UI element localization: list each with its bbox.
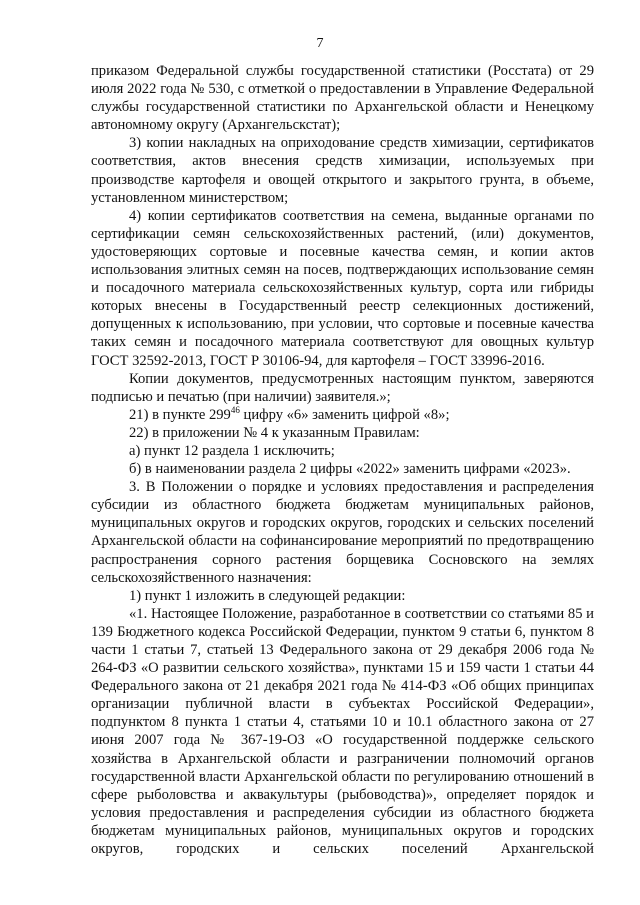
- paragraph-5: [91, 406, 594, 424]
- document-body: [91, 62, 594, 858]
- paragraph-9: 3. В Положении о порядке и условиях предоставления и распределения субсидии из областного бюджета бюджетам муниципальных районов, муниципальных округов и городских округов, городских и сельских поселений Архангельской области на софинансирование мероприятий по предотвращению распространения сорного растения борщевика Сосновского на землях сельскохозяйственного назначения:: [91, 479, 594, 586]
- paragraph-3: 4) копии сертификатов соответствия на семена, выданные органами по сертификации семян сельскохозяйственных растений, (или) документов, удостоверяющих сортовые и посевные качества семян, и копии актов использования элитных семян на посев, подтверждающих использование семян и посадочного материала сельскохозяйственных культур, сорта или гибриды которых внесены в Государственный реестр селекционных достижений, допущенных к использованию, при условии, что сортовые и посевные качества таких семян и посадочного материала соответствуют для овощных культур ГОСТ 32592-2013, ГОСТ Р 30106-94, для картофеля – ГОСТ 33996-2016.: [91, 207, 594, 369]
- paragraph-1: приказом Федеральной службы государственной статистики (Росстата) от 29 июля 2022 года № 530, с отметкой о предоставлении в Управление Федеральной службы государственной статистики по Архангельской области и Ненецкому автономному округу (Архангельскстат);: [91, 63, 594, 134]
- paragraph-2: 3) копии накладных на оприходование средств химизации, сертификатов соответствия, актов внесения средств химизации, используемых при производстве картофеля и овощей открытого и закрытого грунта, в объеме, установленном министерством;: [91, 135, 594, 206]
- paragraph-7: а) пункт 12 раздела 1 исключить;: [129, 442, 335, 459]
- paragraph-5-after: цифру «6» заменить цифрой «8»;: [239, 406, 450, 423]
- paragraph-6: 22) в приложении № 4 к указанным Правилам:: [129, 424, 420, 441]
- paragraph-5-before: 21) в пункте 299: [129, 406, 231, 423]
- paragraph-10: 1) пункт 1 изложить в следующей редакции:: [129, 587, 406, 604]
- paragraph-4: Копии документов, предусмотренных настоящим пунктом, заверяются подписью и печатью (при наличии) заявителя.»;: [91, 370, 594, 405]
- page-number: 7: [316, 36, 324, 51]
- paragraph-8: б) в наименовании раздела 2 цифры «2022» заменить цифрами «2023».: [129, 461, 571, 478]
- superscript-46: 46: [230, 404, 240, 415]
- paragraph-11: «1. Настоящее Положение, разработанное в соответствии со статьями 85 и 139 Бюджетного кодекса Российской Федерации, пунктом 9 статьи 6, пунктом 8 части 1 статьи 7, статьей 13 Федерального закона от 29 декабря 2006 года № 264-ФЗ «О развитии сельского хозяйства», пунктами 15 и 159 части 1 статьи 44 Федерального закона от 21 декабря 2021 года № 414-ФЗ «Об общих принципах организации публичной власти в субъектах Российской Федерации», подпунктом 8 пункта 1 статьи 4, статьями 10 и 10.1 областного закона от 27 июня 2007 года № 367-19-ОЗ «О государственной поддержке сельского хозяйства в Архангельской области и разграничении полномочий органов государственной власти Архангельской области по регулированию отношений в сфере рыболовства и аквакультуры (рыбоводства)», определяет порядок и условия предоставления и распределения субсидии из областного бюджета бюджетам муниципальных районов, муниципальных округов и городских округов, городских и сельских поселений Архангельской: [91, 605, 594, 858]
